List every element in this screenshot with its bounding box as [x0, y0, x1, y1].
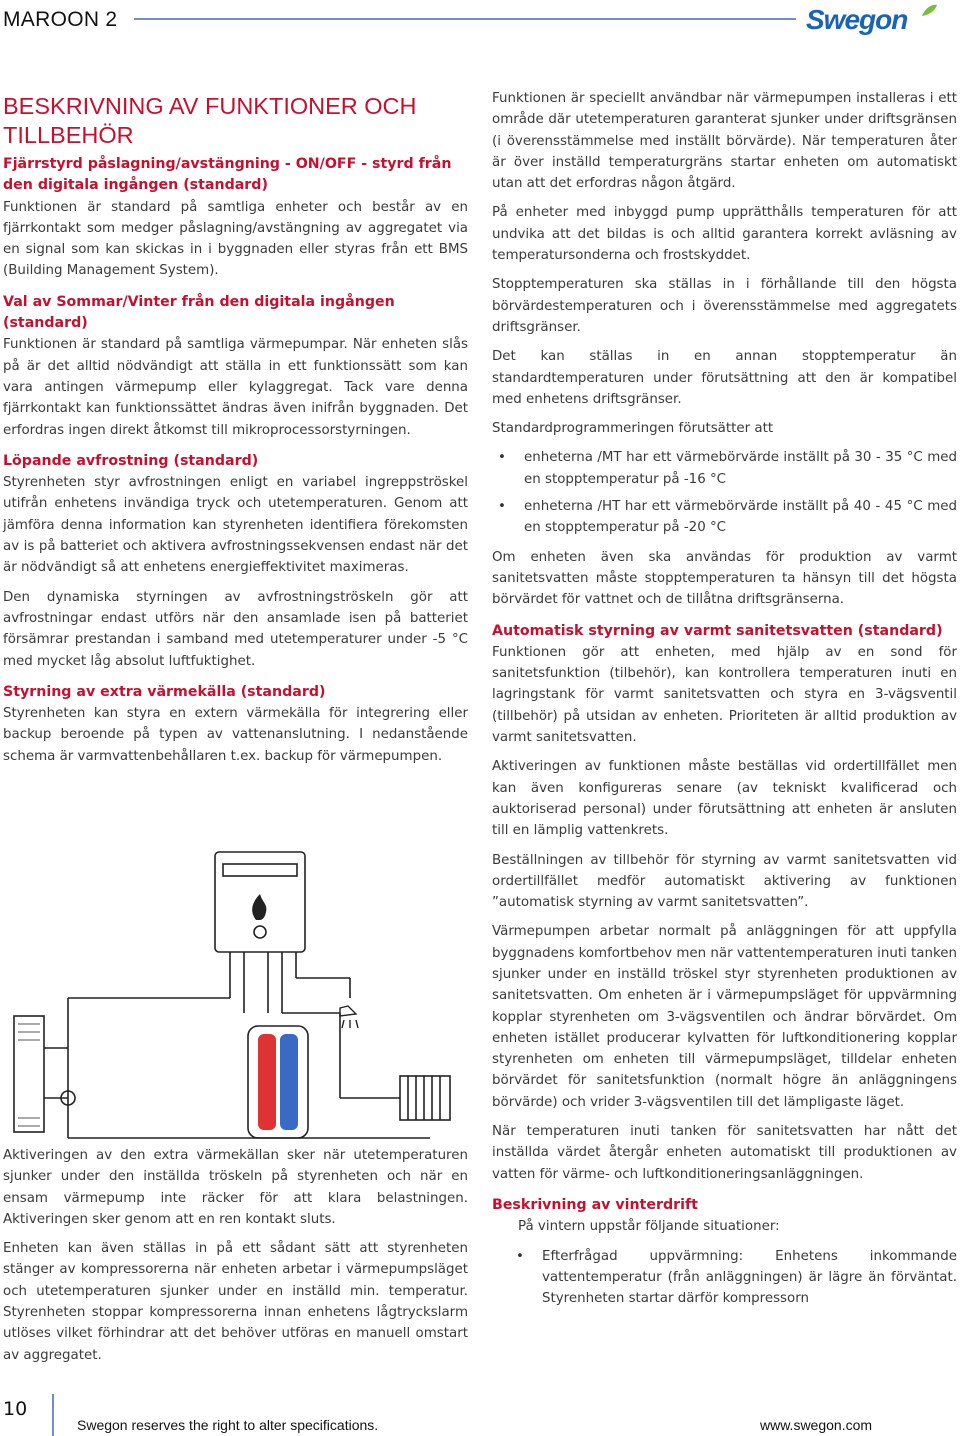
winter-situations-list	[492, 1246, 957, 1310]
flame-icon	[252, 894, 266, 920]
paragraph-stop-temp: Stopptemperaturen ska ställas in i förhållande till den högsta börvärdestemperaturen och i överensstämmelse med aggregatets driftsgränser.	[492, 277, 957, 335]
header-rule	[134, 18, 796, 20]
shower-icon	[340, 1006, 358, 1028]
logo-leaf-icon	[806, 2, 956, 42]
paragraph-other-stop-temp: Det kan ställas in en annan stopptemperatur än standardtemperaturen under förutsättning att den är kompatibel med enhetens driftsgränser.	[492, 349, 957, 407]
paragraph-builtin-pump: På enheter med inbyggd pump upprätthålls temperaturen för att undvika att det bildas is och alltid garantera korrekt avläsning av temperatursonderna och frostskyddet.	[492, 205, 957, 264]
paragraph-extra-heat: Styrenheten kan styra en extern värmekälla för integrering eller backup beroende på typen av vattenanslutning. I nedanstående schema är varmvattenbehållaren t.ex. backup för värmepumpen.	[3, 706, 468, 764]
paragraph-tank-reached: När temperaturen inuti tanken för sanitetsvatten har nått det inställda värdet återgår enheten automatiskt till produktionen av vatten för värme- och luftkonditioneringsanläggningen.	[492, 1124, 957, 1182]
boiler-panel	[223, 864, 297, 876]
paragraph-remote-onoff: Funktionen är standard på samtliga enheter och består av en fjärrkontakt som medger påslagning/avstängning av aggregatet via en signal som kan skickas in i byggnaden eller styras från ett BMS (Building Management System).	[3, 199, 468, 279]
paragraph-defrost-1: Styrenheten styr avfrostningen enligt en variabel ingreppströskel utifrån enhetens invändiga tryck och utetemperaturen. Genom att jämföra denna information kan styrenheten identifiera förekomsten av is på batteriet och aktivera avfrostningssekvensen endast när det är nödvändigt så att enhetens energieffektivitet maximeras.	[3, 475, 468, 576]
heading-summer-winter: Val av Sommar/Vinter från den digitala ingången (standard)	[3, 293, 395, 332]
footer-rule	[52, 1394, 54, 1436]
heading-extra-heat: Styrning av extra värmekälla (standard)	[3, 683, 326, 700]
standard-programming-list	[492, 447, 957, 538]
hot-water-tank	[248, 1026, 308, 1138]
list-item: • enheterna /MT har ett värmebörvärde inställt på 30 - 35 °C med en stopptemperatur på -16 °C	[524, 447, 957, 490]
page-number: 10	[3, 1398, 28, 1420]
paragraph-heat-pump-operation: Värmepumpen arbetar normalt på anläggningen för att uppfylla byggnadens komfortbehov men när vattentemperaturen inuti tanken sjunker under en inställd tröskel styr styrenheten produktionen av sanitetsvatten. Om enheten är i värmepumpsläget för uppvärmning kopplar styrenheten om 3-vägsventilen och ändrar börvärdet. Om enheten istället producerar kylvatten för luftkonditionering kopplar styrenheten om enheten till värmepumpsläget, tilldelar enheten börvärdet för sanitetsfunktion (normalt högre än anläggningens börvärde) och vrider 3-vägsventilen till det lämpligaste läget.	[492, 924, 957, 1110]
paragraph-compressor-stop: Enheten kan även ställas in på ett sådant sätt att styrenheten stänger av kompressorerna när enheten arbetar i värmepumpsläget och utetemperaturen sjunker under en inställd min. temperatur. Styrenheten stoppar kompressorerna innan enhetens lågtryckslarm utlöses vilket förhindrar att det behöver utföras en manuell omstart av aggregatet.	[3, 1241, 468, 1363]
left-column	[3, 92, 468, 775]
footer-disclaimer: Swegon reserves the right to alter specifications.	[77, 1417, 379, 1433]
paragraph-winter-intro: På vintern uppstår följande situationer:	[518, 1219, 780, 1235]
left-column-bottom	[3, 1145, 468, 1374]
heat-pump-unit	[14, 1016, 44, 1132]
heating-schematic-diagram	[10, 848, 460, 1144]
boiler-pump	[254, 926, 266, 938]
list-item: • enheterna /HT har ett värmebörvärde inställt på 40 - 45 °C med en stopptemperatur på -20 °C	[524, 496, 957, 539]
swegon-logo	[806, 2, 956, 42]
paragraph-defrost-2: Den dynamiska styrningen av avfrostningströskeln gör att avfrostningar endast utförs när den ansamlade isen på batteriet försämrar prestandan i samband med utetemperaturer under -5 °C med mycket låg absolut luftfuktighet.	[3, 589, 468, 669]
heading-hot-water-control: Automatisk styrning av varmt sanitetsvatten (standard)	[492, 622, 943, 639]
tank-hot-section	[258, 1034, 276, 1130]
paragraph-hot-water-function: Funktionen gör att enheten, med hjälp av en sond för sanitetsfunktion (tilbehör), kan kontrollera temperaturen inuti en lagringstank för varmt sanitetsvatten och styra en 3-vägsventil (tillbehör) på utsidan av enheten. Prioriteten är alltid produktion av varmt sanitetsvatten.	[492, 644, 957, 746]
tank-cold-section	[280, 1034, 298, 1130]
paragraph-accessory-order: Beställningen av tillbehör för styrning av varmt sanitetsvatten vid ordertillfället medför automatiskt aktivering av funktionen ”automatisk styrning av varmt sanitetsvatten”.	[492, 852, 957, 911]
document-header-title: MAROON 2	[3, 8, 118, 31]
paragraph-sanitary-usage: Om enheten även ska användas för produktion av varmt sanitetsvatten måste stopptemperaturen ta hänsyn till det högsta börvärdet för vattnet och de tillåtna driftsgränserna.	[492, 549, 957, 608]
heading-defrost: Löpande avfrostning (standard)	[3, 452, 259, 469]
logo-wordmark: Swegon	[806, 4, 908, 35]
footer-url[interactable]: www.swegon.com	[760, 1417, 873, 1433]
heading-winter-operation: Beskrivning av vinterdrift	[492, 1196, 698, 1213]
section-title: BESKRIVNING AV FUNKTIONER OCH TILLBEHÖR	[3, 93, 417, 148]
list-item: • Efterfrågad uppvärmning: Enhetens inkommande vattentemperatur (från anläggningen) är lägre än förväntat. Styrenheten startar därför kompressorn	[542, 1246, 957, 1310]
right-column	[492, 88, 957, 1317]
paragraph-ordering: Aktiveringen av funktionen måste beställas vid ordertillfället men kan även konfigureras senare (av tekniskt kvalificerad och auktoriserad personal) under förutsättning att enheten är ansluten till en lämplig vattenkrets.	[492, 759, 957, 839]
heading-remote-onoff: Fjärrstyrd påslagning/avstängning - ON/OFF - styrd från den digitala ingången (standard)	[3, 156, 452, 194]
paragraph-standard-programming: Standardprogrammeringen förutsätter att	[492, 421, 774, 437]
paragraph-activation: Aktiveringen av den extra värmekällan sker när utetemperaturen sjunker under den inställda tröskeln på styrenheten och när en ensam värmepump inte räcker för att klara belastningen. Aktiveringen sker genom att en ren kontakt sluts.	[3, 1148, 468, 1227]
paragraph-summer-winter: Funktionen är standard på samtliga värmepumpar. När enheten slås på är det alltid nödvändigt att ställa in ett funktionssätt som kan vara antingen värmepump eller kylaggregat. Tack vare denna fjärrkontakt kan funktionssättet ändras även inifrån byggnaden. Det erfordras ingen direkt åtkomst till mikroprocessorstyrningen.	[3, 337, 468, 438]
paragraph-usage: Funktionen är speciellt användbar när värmepumpen installeras i ett område där utetemperaturen garanterat sjunker under driftsgränsen (i överensstämmelse med inställt börvärde). När temperaturen åter är över inställd temperaturgräns startar enheten om automatiskt utan att det erfordras någon åtgärd.	[492, 91, 957, 192]
